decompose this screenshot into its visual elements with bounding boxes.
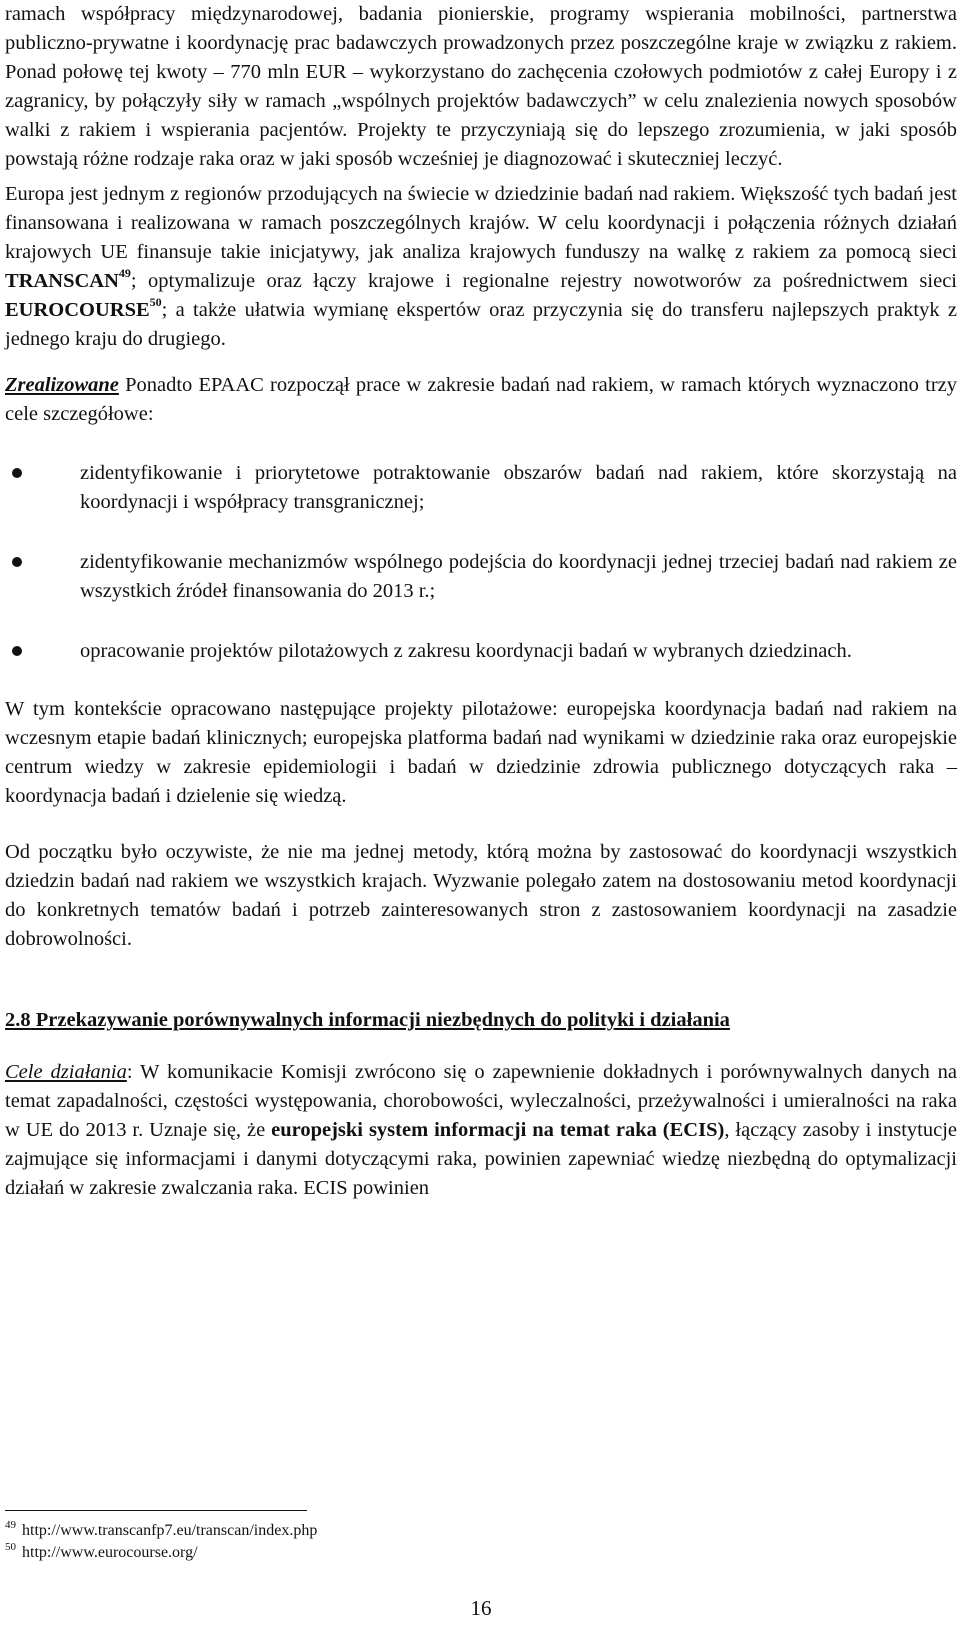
list-item-text: zidentyfikowanie i priorytetowe potraktowanie obszarów badań nad rakiem, które skorzystają na koordynacji i współpracy transgranicznej; [80, 462, 957, 513]
footnote-number: 50 [5, 1540, 16, 1553]
footnote-49 [5, 1520, 317, 1542]
list-item [5, 459, 957, 517]
footnote-ref-50: 50 [149, 295, 162, 310]
ecis-term: europejski system informacji na temat raka (ECIS) [271, 1119, 725, 1141]
objectives-list [5, 459, 957, 666]
realized-text: Ponadto EPAAC rozpoczął prace w zakresie badań nad rakiem, w ramach których wyznaczono trzy cele szczegółowe: [5, 374, 957, 425]
objectives-text-a: : W komunikacie Komisji zwrócono się o zapewnienie dokładnych i porównywalnych danych na temat zapadalności, częstości występowania, chorobowości, wyleczalności, przeżywalności i umieralności na raka w UE do 2013 r. Uznaje się, że [5, 1061, 957, 1141]
paragraph-funding: ramach współpracy międzynarodowej, badania pionierskie, programy wspierania mobilności, partnerstwa publiczno-prywatne i koordynację prac badawczych prowadzonych przez poszczególne kraje w związku z rakiem. Ponad połowę tej kwoty – 770 mln EUR – wykorzystano do zachęcenia czołowych podmiotów z całej Europy i z zagranicy, by połączyły siły w ramach „wspólnych projektów badawczych” w celu znalezienia nowych sposobów walki z rakiem i wspierania pacjentów. Projekty te przyczyniają się do lepszego zrozumienia, w jaki sposób powstają różne rodzaje raka oraz w jaki sposób wcześniej je diagnozować i skuteczniej leczyć. [5, 3, 957, 170]
paragraph-europe-text-b: ; optymalizuje oraz łączy krajowe i regionalne rejestry nowotworów za pośrednictwem sieci [130, 270, 957, 292]
footnotes [5, 1520, 317, 1564]
list-item-text: opracowanie projektów pilotażowych z zakresu koordynacji badań w wybranych dziedzinach. [80, 640, 852, 662]
paragraph-coordination: Od początku było oczywiste, że nie ma jednej metody, którą można by zastosować do koordynacji wszystkich dziedzin badań nad rakiem we wszystkich krajach. Wyzwanie polegało zatem na dostosowaniu metod koordynacji do konkretnych tematów badań i potrzeb zainteresowanych stron z zastosowaniem koordynacji na zasadzie dobrowolności. [5, 841, 957, 950]
page-number: 16 [470, 1596, 492, 1620]
footnote-link[interactable]: http://www.eurocourse.org/ [22, 1544, 198, 1561]
realized-label: Zrealizowane [5, 374, 119, 396]
footnote-divider [5, 1510, 307, 1511]
footnote-ref-49: 49 [118, 266, 131, 281]
paragraph-realized [5, 371, 957, 429]
objectives-label: Cele działania [5, 1061, 127, 1083]
footnote-number: 49 [5, 1518, 16, 1531]
footnote-link[interactable]: http://www.transcanfp7.eu/transcan/index.php [22, 1522, 318, 1539]
bullet-icon [12, 468, 22, 478]
eurocourse-term: EUROCOURSE [5, 299, 150, 321]
list-item [5, 637, 957, 666]
paragraph-europe-research [5, 180, 957, 354]
section-heading [5, 1006, 957, 1035]
list-item [5, 548, 957, 606]
bullet-icon [12, 557, 22, 567]
objectives-text-b: , łączący zasoby i instytucje zajmujące się informacjami i danymi dotyczącymi raka, powinien zapewniać wiedzę niezbędną do optymalizacji działań w zakresie zwalczania raka. ECIS powinien [5, 1119, 957, 1199]
paragraph-europe-text-a: Europa jest jednym z regionów przodujących na świecie w dziedzinie badań nad rakiem. Większość tych badań jest finansowana i realizowana w ramach poszczególnych krajów. W celu koordynacji i połączenia różnych działań krajowych UE finansuje takie inicjatywy, jak analiza krajowych funduszy na walkę z rakiem za pomocą sieci [5, 183, 957, 263]
bullet-icon [12, 646, 22, 656]
transcan-term: TRANSCAN [5, 270, 119, 292]
paragraph-pilot-projects: W tym kontekście opracowano następujące projekty pilotażowe: europejska koordynacja badań nad rakiem na wczesnym etapie badań klinicznych; europejska platforma badań nad wynikami w dziedzinie raka oraz europejskie centrum wiedzy w zakresie epidemiologii i badań w dziedzinie zdrowia publicznego dotyczących raka – koordynacja badań i dzielenie się wiedzą. [5, 698, 957, 807]
document-page [5, 0, 957, 1630]
list-item-text: zidentyfikowanie mechanizmów wspólnego podejścia do koordynacji jednej trzeciej badań nad rakiem ze wszystkich źródeł finansowania do 2013 r.; [80, 551, 957, 602]
paragraph-europe-text-c: ; a także ułatwia wymianę ekspertów oraz przyczynia się do transferu najlepszych praktyk z jednego kraju do drugiego. [5, 299, 957, 350]
footnote-50 [5, 1542, 317, 1564]
paragraph-objectives [5, 1058, 957, 1203]
section-number: 2.8 [5, 1009, 31, 1031]
section-title: Przekazywanie porównywalnych informacji niezbędnych do polityki i działania [30, 1009, 730, 1031]
